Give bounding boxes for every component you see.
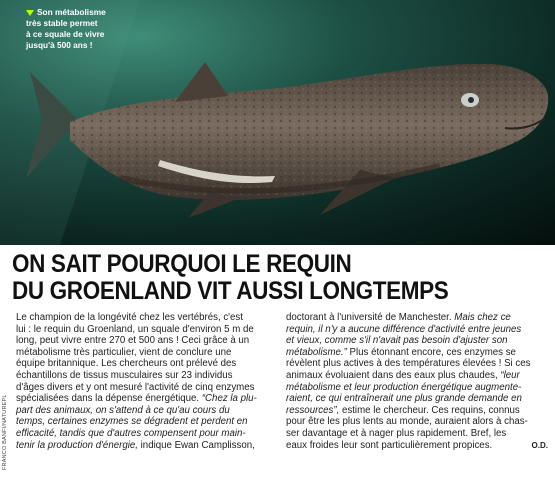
- quote-fragment: ressources”,: [286, 404, 340, 416]
- quote-fragment: tenir la production d'énergie,: [16, 439, 138, 451]
- text-line: métabolisme très particulier, vient de conclure une: [16, 346, 232, 358]
- headline-line-1: ON SAIT POURQUOI LE REQUIN: [12, 250, 352, 278]
- text-line: lui : le requin du Groenland, un squale d'environ 5 m de: [16, 323, 254, 335]
- text-line: Le champion de la longévité chez les vertébrés, c'est: [16, 312, 243, 323]
- text-line: [286, 324, 548, 336]
- text-line: long, peut vivre entre 270 et 500 ans ! Ceci grâce à un: [16, 335, 250, 347]
- text-fragment: spécialisées dans la dépense énergétique.: [16, 393, 200, 405]
- headline-line-2: DU GROENLAND VIT AUSSI LONGTEMPS: [12, 277, 449, 305]
- text-fragment: eaux froides leur sont particulièrement propices.: [286, 439, 493, 451]
- quote-fragment: métabolisme.”: [286, 346, 347, 358]
- text-line: [286, 405, 548, 417]
- text-line: d'âges divers et y ont mesuré l'activité de cinq enzymes: [16, 381, 255, 393]
- text-line: [286, 312, 548, 324]
- text-line: [16, 416, 278, 428]
- caption-line: Son métabolisme: [37, 7, 106, 17]
- text-line: [16, 393, 278, 405]
- caption-line: jusqu'à 500 ans !: [26, 40, 93, 50]
- text-line: [16, 405, 278, 417]
- caption-line: à ce squale de vivre: [26, 29, 105, 39]
- quote-fragment: “Chez la plu-: [201, 393, 257, 405]
- text-fragment: estime le chercheur. Ces requins, connus: [342, 404, 520, 416]
- quote-fragment: métabolisme et leur production énergétique augmente-: [286, 381, 522, 393]
- quote-fragment: raient, ce qui entraînerait une plus grande demande en: [286, 393, 522, 405]
- text-fragment: indique Ewan Camplisson,: [140, 439, 255, 451]
- quote-fragment: requin, il n'y a aucune différence d'activité entre jeunes: [286, 323, 522, 335]
- quote-fragment: efficacité, tandis que d'autres compensent pour main-: [16, 427, 246, 439]
- quote-fragment: part des animaux, on s'attend à ce qu'au cours du: [16, 404, 230, 416]
- article-column-2: [286, 312, 548, 451]
- article-headline: [12, 251, 498, 305]
- text-fragment: Plus étonnant encore, ces enzymes se: [349, 346, 516, 358]
- text-line: révèlent plus actives à des températures élevées ! Si ces: [286, 358, 531, 370]
- text-line: [286, 382, 548, 394]
- author-signature: O.D.: [531, 440, 548, 450]
- text-line: [16, 440, 278, 452]
- text-line: [286, 393, 548, 405]
- text-fragment: doctorant à l'université de Manchester.: [286, 312, 452, 323]
- caption-arrow-icon: [26, 10, 34, 16]
- quote-fragment: “leur: [500, 369, 520, 381]
- photo-credit-text: FRANCO BANFI/NATUREPL: [2, 394, 8, 470]
- quote-fragment: Mais chez ce: [454, 312, 511, 323]
- text-line: échantillons de tissus musculaires sur 23 individus: [16, 369, 233, 381]
- text-line: [286, 347, 548, 359]
- photo-credit: [2, 394, 12, 470]
- text-line: [286, 370, 548, 382]
- caption-line: très stable permet: [26, 18, 98, 28]
- text-fragment: animaux évoluaient dans des eaux plus chaudes,: [286, 369, 498, 381]
- article-column-1: [16, 312, 278, 451]
- quote-fragment: temps, certaines enzymes se dégradent et perdent en: [16, 416, 248, 428]
- quote-fragment: et vieux, comme s'il n'avait pas besoin d'ajuster son: [286, 335, 508, 347]
- text-line: ser davantage et à nager plus rapidement. Bref, les: [286, 427, 507, 439]
- photo-caption: [26, 7, 112, 51]
- text-line: pour être les plus lents au monde, auraient alors à chas-: [286, 416, 528, 428]
- text-line: [286, 335, 548, 347]
- text-line: [286, 440, 548, 452]
- text-line: équipe britannique. Les chercheurs ont prélevé des: [16, 358, 237, 370]
- text-line: [16, 428, 278, 440]
